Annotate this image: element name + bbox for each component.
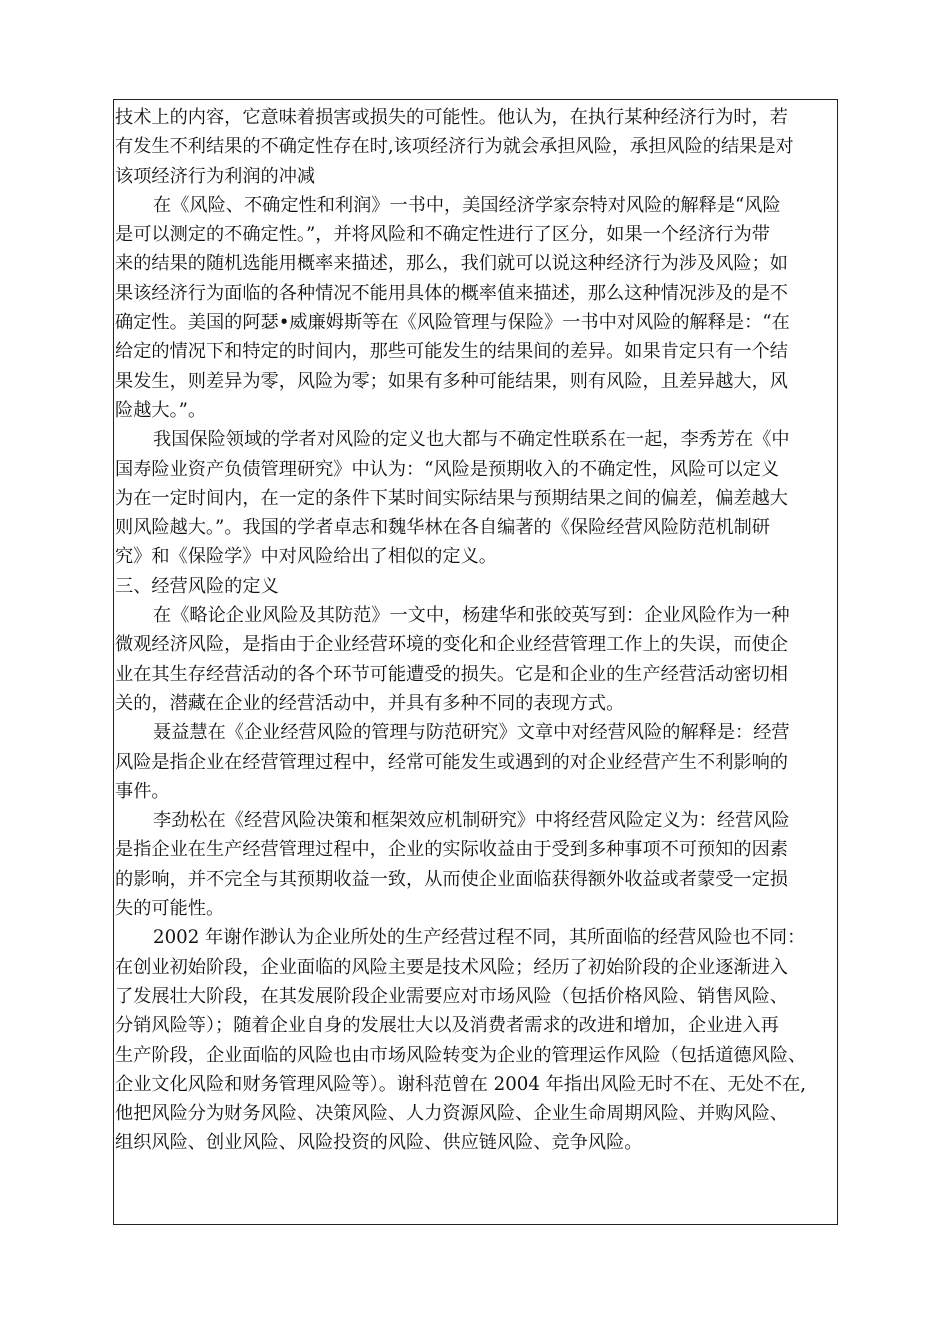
text-line: 微观经济风险，是指由于企业经营环境的变化和企业经营管理工作上的失误，而使企 [115, 634, 788, 656]
text-line: 究》和《保险学》中对风险给出了相似的定义。 [115, 546, 497, 568]
text-line: 来的结果的随机选能用概率来描述，那么，我们就可以说这种经济行为涉及风险；如 [115, 253, 788, 275]
text-line: 技术上的内容，它意味着损害或损失的可能性。他认为，在执行某种经济行为时，若 [115, 107, 788, 128]
text-line: 的影响，并不完全与其预期收益一致，从而使企业面临获得额外收益或者蒙受一定损 [115, 868, 788, 890]
text-line: 关的，潜藏在企业的经营活动中，并具有多种不同的表现方式。 [115, 692, 625, 714]
text-line: 确定性。美国的阿瑟•威廉姆斯等在《风险管理与保险》一书中对风险的解释是：“在 [115, 312, 790, 334]
paragraph-first-line: 李劲松在《经营风险决策和框架效应机制研究》中将经营风险定义为：经营风险 [153, 810, 790, 832]
text-line: 企业文化风险和财务管理风险等）。谢科范曾在 2004 年指出风险无时不在、无处不在, [115, 1073, 807, 1095]
text-line: 风险是指企业在经营管理过程中，经常可能发生或遇到的对企业经营产生不利影响的 [115, 751, 788, 773]
text-line: 是可以测定的不确定性。”，并将风险和不确定性进行了区分，如果一个经济行为带 [115, 224, 770, 246]
text-line: 失的可能性。 [115, 898, 225, 920]
text-line: 国寿险业资产负债管理研究》中认为：“风险是预期收入的不确定性，风险可以定义 [115, 458, 780, 480]
text-line: 组织风险、创业风险、风险投资的风险、供应链风险、竞争风险。 [115, 1132, 643, 1154]
document-body [115, 103, 837, 1158]
text-line: 有发生不利结果的不确定性存在时,该项经济行为就会承担风险，承担风险的结果是对 [115, 136, 794, 158]
text-line: 业在其生存经营活动的各个环节可能遭受的损失。它是和企业的生产经营活动密切相 [115, 663, 788, 685]
text-line: 险越大。”。 [115, 399, 207, 421]
text-line: 了发展壮大阶段，在其发展阶段企业需要应对市场风险（包括价格风险、销售风险、 [115, 985, 788, 1007]
paragraph-first-line: 2002 年谢作渺认为企业所处的生产经营过程不同，其所面临的经营风险也不同： [153, 927, 806, 949]
text-line: 为在一定时间内，在一定的条件下某时间实际结果与预期结果之间的偏差，偏差越大 [115, 487, 788, 509]
text-line: 果该经济行为面临的各种情况不能用具体的概率值来描述，那么这种情况涉及的是不 [115, 282, 788, 304]
text-line: 在创业初始阶段，企业面临的风险主要是技术风险；经历了初始阶段的企业逐渐进入 [115, 956, 788, 978]
text-line: 事件。 [115, 780, 170, 802]
section-heading: 三、经营风险的定义 [115, 575, 279, 597]
text-line: 是指企业在生产经营管理过程中，企业的实际收益由于受到多种事项不可预知的因素 [115, 839, 788, 861]
text-line: 分销风险等）；随着企业自身的发展壮大以及消费者需求的改进和增加，企业进入再 [115, 1015, 779, 1037]
paragraph-first-line: 在《略论企业风险及其防范》一文中，杨建华和张皎英写到：企业风险作为一种 [153, 605, 790, 627]
text-line: 该项经济行为利润的冲减 [115, 165, 316, 187]
paragraph-first-line: 在《风险、不确定性和利润》一书中，美国经济学家奈特对风险的解释是“风险 [153, 194, 781, 216]
text-line: 果发生，则差异为零，风险为零；如果有多种可能结果，则有风险，且差异越大，风 [115, 370, 788, 392]
text-line: 他把风险分为财务风险、决策风险、人力资源风险、企业生命周期风险、并购风险、 [115, 1103, 788, 1125]
text-line: 生产阶段，企业面临的风险也由市场风险转变为企业的管理运作风险（包括道德风险、 [115, 1044, 807, 1066]
paragraph-first-line: 我国保险领域的学者对风险的定义也大都与不确定性联系在一起，李秀芳在《中 [153, 429, 790, 451]
text-line: 则风险越大。”。我国的学者卓志和魏华林在各自编著的《保险经营风险防范机制研 [115, 517, 770, 539]
paragraph-first-line: 聂益慧在《企业经营风险的管理与防范研究》文章中对经营风险的解释是：经营 [153, 722, 790, 744]
text-line: 给定的情况下和特定的时间内，那些可能发生的结果间的差异。如果肯定只有一个结 [115, 341, 788, 363]
